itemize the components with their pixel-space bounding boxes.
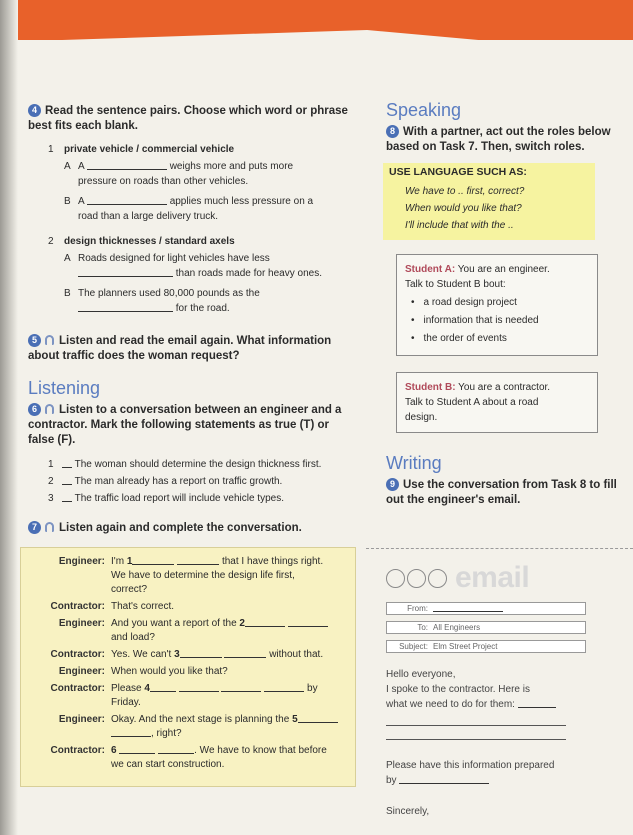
task-number-badge: 5 (28, 334, 41, 347)
email-subject-field[interactable]: Subject: Elm Street Project (386, 640, 586, 653)
tf-statement: 3 The traffic load report will include vehicle types. (48, 493, 284, 504)
answer-blank[interactable] (224, 648, 266, 658)
dialog-line: Engineer: And you want a report of the 2 and load? (21, 617, 355, 645)
answer-blank[interactable] (245, 617, 285, 627)
email-form (386, 560, 586, 819)
answer-blank[interactable] (87, 195, 167, 205)
pair1-a: A A weighs more and puts more pressure on roads than other vehicles. (64, 161, 294, 187)
tf-blank[interactable] (62, 475, 72, 485)
dialog-line: Contractor: 6 . We have to know that before we can start construction. (50, 745, 327, 770)
answer-blank[interactable] (119, 744, 155, 754)
answer-blank[interactable] (399, 774, 489, 784)
list-item: • a road design project (405, 294, 589, 312)
headphones-icon[interactable] (45, 522, 54, 532)
answer-blank[interactable] (264, 682, 304, 692)
dialog-line: Engineer: Okay. And the next stage is planning the 5 , right? (21, 713, 355, 741)
email-from-field[interactable]: From: (386, 602, 586, 615)
use-language-box (383, 163, 595, 240)
writing-title: Writing (386, 453, 442, 473)
use-language-title: USE LANGUAGE SUCH AS: (389, 166, 527, 178)
answer-blank[interactable] (87, 160, 167, 170)
pair1-title: 1 private vehicle / commercial vehicle (48, 144, 235, 155)
task-number-badge: 6 (28, 403, 41, 416)
student-b-label: Student B: (405, 382, 456, 393)
answer-blank[interactable] (132, 555, 174, 565)
pair2-title: 2 design thicknesses / standard axels (48, 236, 235, 247)
dialog-line: Contractor: Please 4 by Friday. (50, 683, 318, 708)
tf-statement: 2 The man already has a report on traffic growth. (48, 476, 283, 487)
answer-blank[interactable] (179, 682, 219, 692)
pair2-a: A Roads designed for light vehicles have less than roads made for heavy ones. (64, 253, 322, 279)
email-to-field[interactable]: To: All Engineers (386, 621, 586, 634)
answer-blank[interactable] (298, 713, 338, 723)
book-spine-shadow (0, 0, 18, 835)
task-number-badge: 7 (28, 521, 41, 534)
headphones-icon[interactable] (45, 335, 54, 345)
dialog-line: Contractor: Yes. We can't 3 without that. (50, 649, 324, 660)
left-column (28, 104, 358, 536)
language-phrase: We have to .. first, correct? (405, 186, 525, 197)
answer-blank[interactable] (177, 555, 219, 565)
tf-blank[interactable] (62, 492, 72, 502)
student-b-card: Student B: You are a contractor. Talk to Student A about a road design. (396, 372, 598, 433)
headphones-icon[interactable] (45, 404, 54, 414)
task5-heading: 5 Listen and read the email again. What information about traffic does the woman request? (28, 335, 332, 362)
student-a-label: Student A: (405, 264, 456, 275)
answer-blank[interactable] (288, 617, 328, 627)
dialog-line: Engineer: I'm 1 that I have things right. We have to determine the design life first, correct? (58, 556, 324, 595)
pair2-b: B The planners used 80,000 pounds as the for the road. (64, 288, 260, 314)
section-divider (366, 548, 633, 549)
task-number-badge: 9 (386, 478, 399, 491)
dialog-line: Contractor: That's correct. (50, 601, 175, 612)
answer-blank[interactable] (180, 648, 222, 658)
answer-line[interactable] (386, 716, 566, 726)
answer-blank[interactable] (78, 302, 173, 312)
list-item: • the order of events (405, 330, 589, 348)
email-body: Hello everyone, I spoke to the contractor. Here is what we need to do for them: Please have this information prepared by Sincerely, (386, 667, 586, 819)
answer-blank[interactable] (150, 682, 176, 692)
email-logo: email (386, 560, 586, 596)
answer-blank[interactable] (518, 698, 556, 708)
language-phrase: I'll include that with the .. (405, 220, 514, 231)
task9-heading: 9 Use the conversation from Task 8 to fill out the engineer's email. (386, 479, 617, 506)
answer-blank[interactable] (78, 267, 173, 277)
circle-icon (386, 569, 405, 588)
tf-statements (28, 456, 358, 507)
circle-icon (407, 569, 426, 588)
dialog-line: Engineer: When would you like that? (58, 666, 228, 677)
answer-blank[interactable] (221, 682, 261, 692)
listening-title: Listening (28, 378, 101, 398)
answer-blank[interactable] (111, 727, 151, 737)
conversation-box (20, 547, 356, 787)
pair1-b: B A applies much less pressure on a road than a large delivery truck. (64, 196, 314, 222)
task8-heading: 8 With a partner, act out the roles below based on Task 7. Then, switch roles. (386, 126, 611, 153)
list-item: • information that is needed (405, 312, 589, 330)
task-number-badge: 4 (28, 104, 41, 117)
answer-blank[interactable] (158, 744, 194, 754)
task7-heading: 7 Listen again and complete the conversation. (28, 521, 358, 536)
answer-line[interactable] (386, 730, 566, 740)
right-column (386, 100, 618, 508)
task4-heading: 4 Read the sentence pairs. Choose which word or phrase best fits each blank. (28, 105, 348, 132)
task-number-badge: 8 (386, 125, 399, 138)
tf-statement: 1 The woman should determine the design thickness first. (48, 459, 322, 470)
student-a-card: Student A: You are an engineer. Talk to Student B bout: • a road design project • information that is needed • the order of events (396, 254, 598, 356)
tf-blank[interactable] (62, 458, 72, 468)
task6-heading: 6 Listen to a conversation between an engineer and a contractor. Mark the following statements as true (T) or false (F). (28, 404, 342, 446)
circle-icon (428, 569, 447, 588)
language-phrase: When would you like that? (405, 203, 522, 214)
speaking-title: Speaking (386, 100, 462, 120)
